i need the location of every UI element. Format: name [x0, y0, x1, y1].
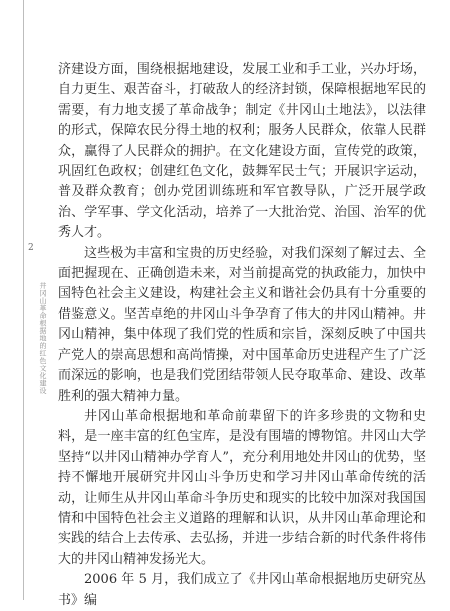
body-text — [58, 60, 426, 611]
paragraph-2: 这些极为丰富和宝贵的历史经验，对我们深刻了解过去、全面把握现在、正确创造未来，对当前提高党的执政能力，加快中国特色社会主义建设，构建社会主义和谐社会仍具有十分重要的借鉴意义。坚苦卓绝的井冈山斗争孕育了伟大的井冈山精神。井冈山精神，集中体现了我们党的性质和宗旨，深刻反映了中国共产党人的崇高思想和高尚情操，对中国革命历史进程产生了广泛而深远的影响，也是我们党团结带领人民夺取革命、建设、改革胜利的强大精神力量。 — [58, 245, 426, 404]
margin-rule — [23, 258, 24, 338]
page-number: 2 — [28, 243, 34, 253]
paragraph-4: 2006 年 5 月，我们成立了《井冈山革命根据地历史研究丛书》编 — [58, 572, 426, 608]
running-head: 井冈山革命根据地的红色文化建设 — [39, 282, 47, 395]
paragraph-3: 井冈山革命根据地和革命前辈留下的许多珍贵的文物和史料，是一座丰富的红色宝库，是没有围墙的博物馆。井冈山大学坚持“以井冈山精神办学育人”，充分利用地处井冈山的优势，坚持不懈地开展研究井冈山斗争历史和学习井冈山革命传统的活动，让师生从井冈山革命斗争历史和现实的比较中加深对我国国情和中国特色社会主义道路的理解和认识，从井冈山革命理论和实践的结合上去传承、去弘扬，并进一步结合新的时代条件将伟大的井冈山精神发扬光大。 — [58, 408, 426, 567]
paragraph-1: 济建设方面，围绕根据地建设，发展工业和手工业，兴办圩场，自力更生、艰苦奋斗，打破敌人的经济封锁，保障根据地军民的需要，有力地支援了革命战争；制定《井冈山土地法》，以法律的形式，保障农民分得土地的权利；服务人民群众，依靠人民群众，赢得了人民群众的拥护。在文化建设方面，宣传党的政策，巩固红色政权；创建红色文化，鼓舞军民士气；开展识字运动，普及群众教育；创办党团训练班和军官教导队，广泛开展学政治、学军事、学文化活动，培养了一大批治党、治国、治军的优秀人才。 — [58, 62, 426, 241]
